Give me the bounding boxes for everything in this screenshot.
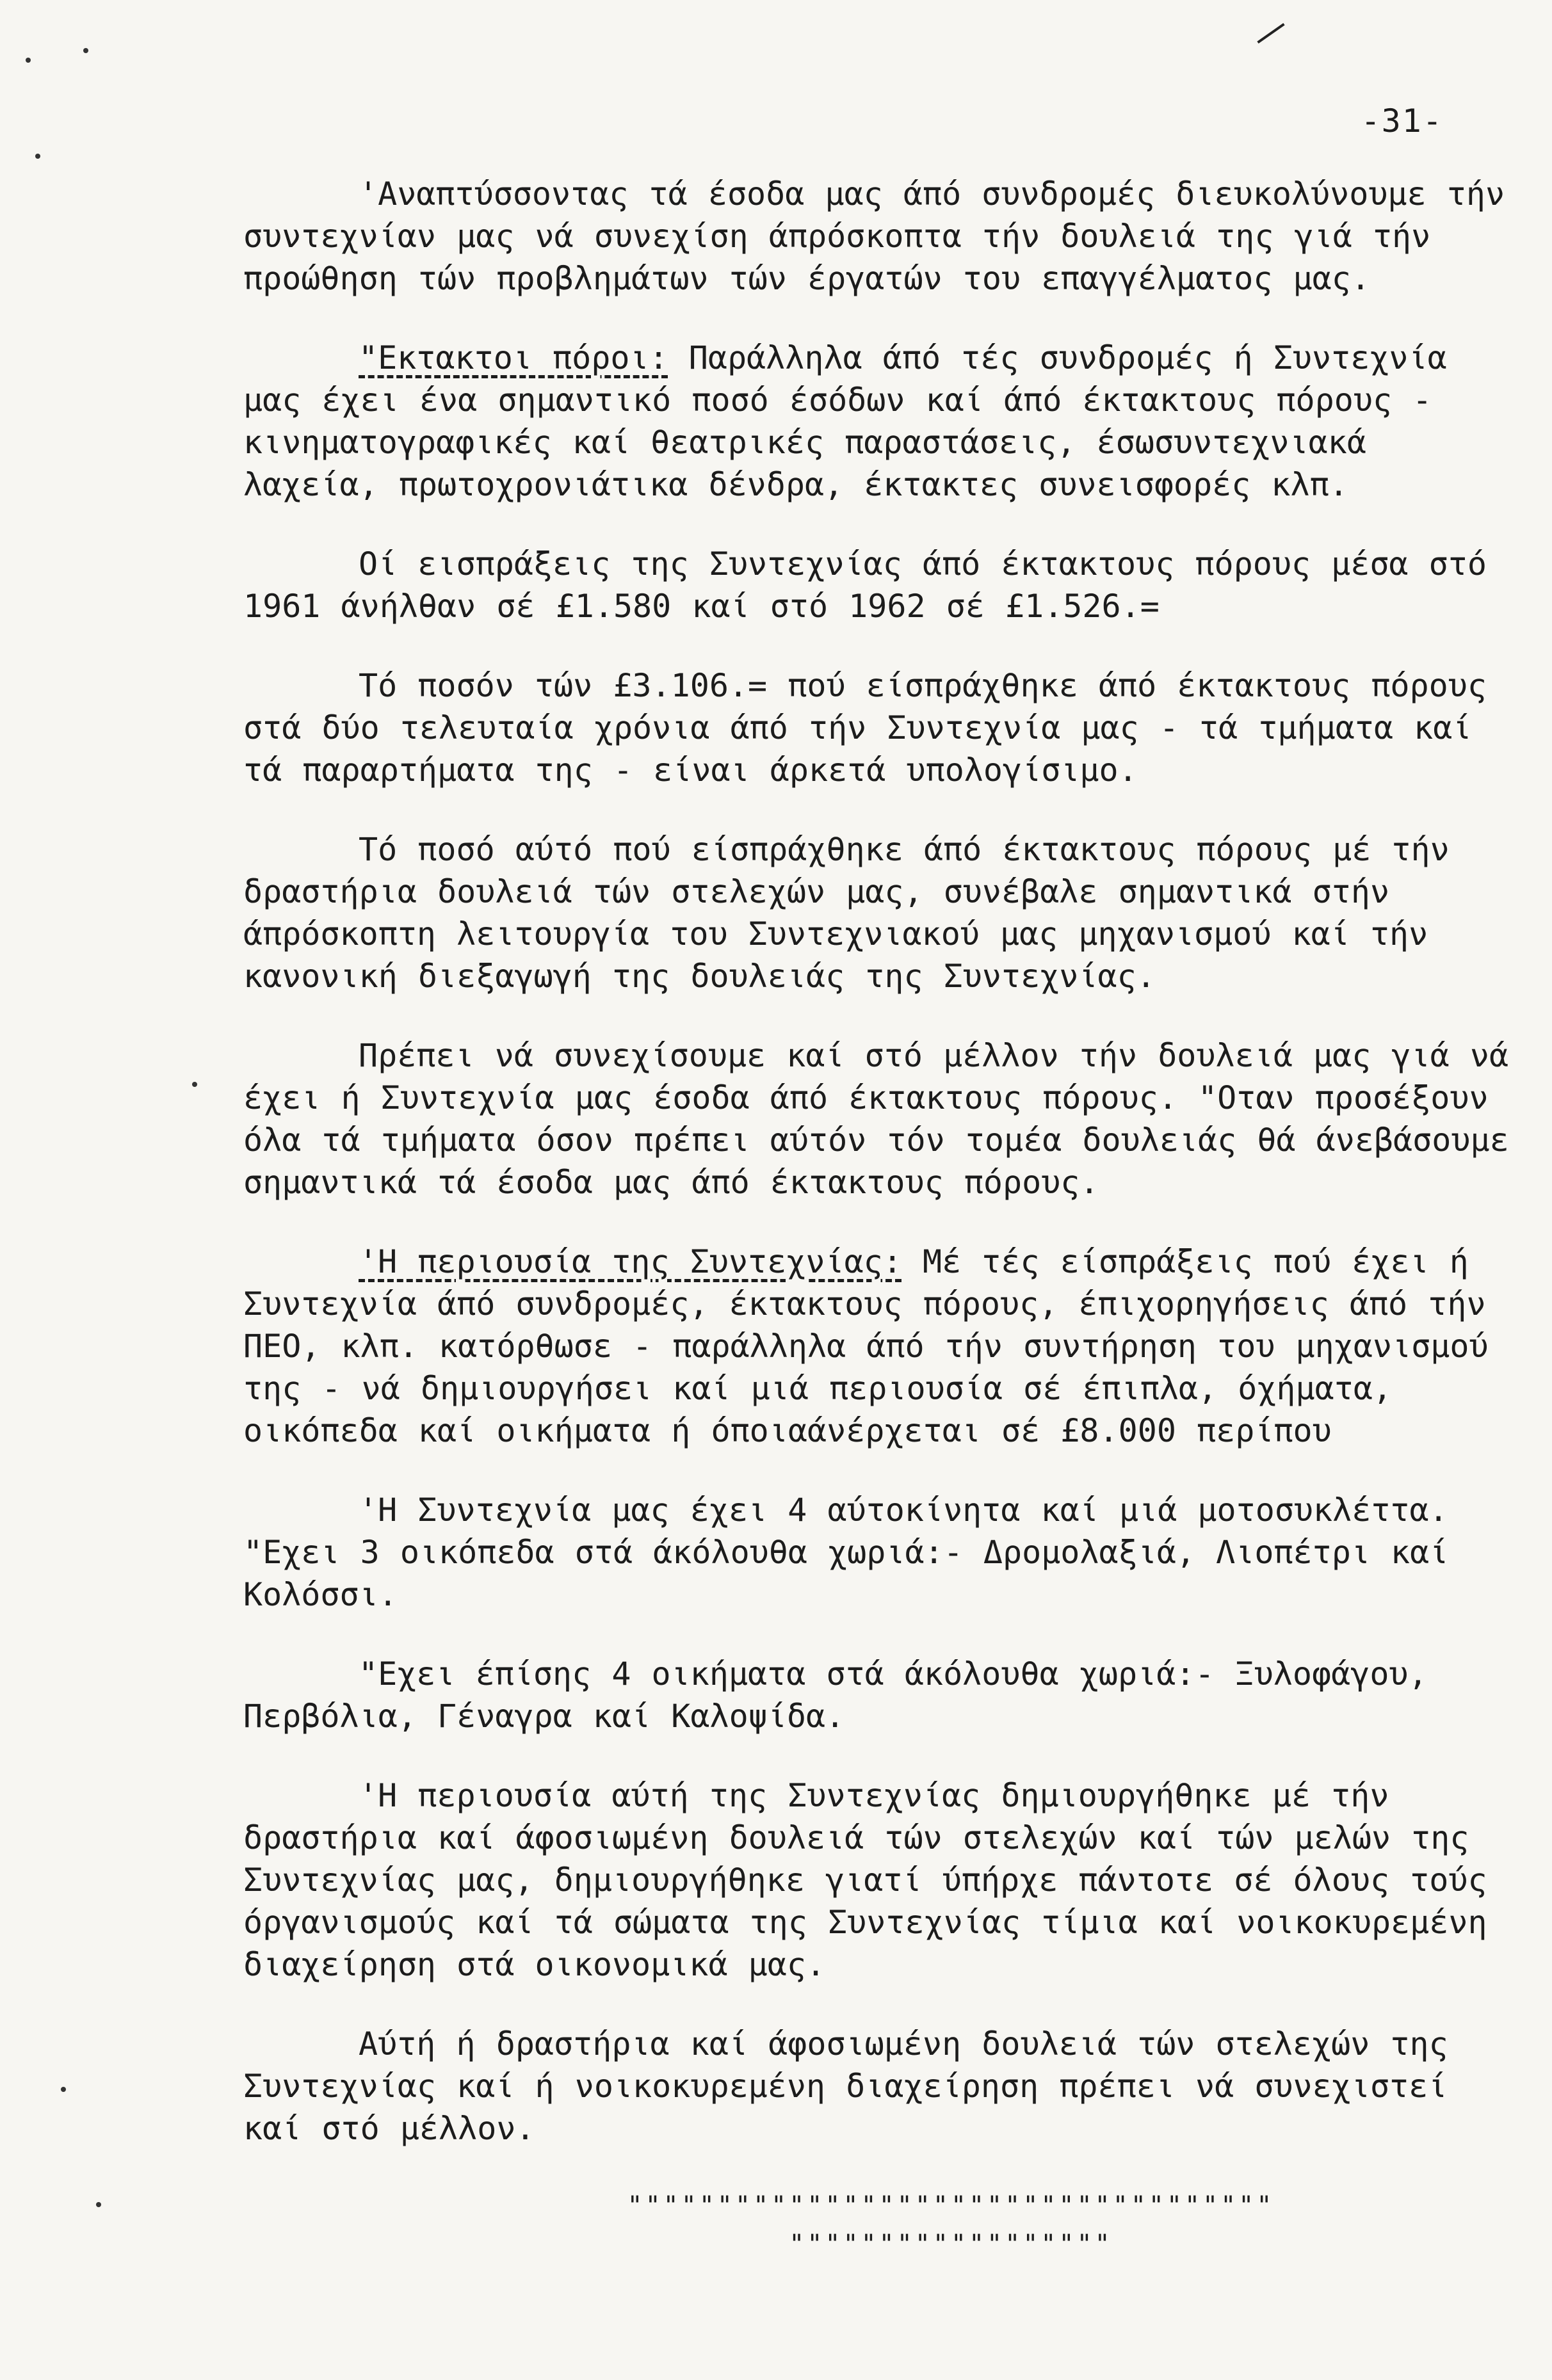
scan-speck <box>96 2202 101 2207</box>
paragraph-text: 'Η Συντεχνία μας έχει 4 αύτοκίνητα καί μιά μοτοσυκλέττα. "Εχει 3 οικόπεδα στά άκόλουθα χωριά:- Δρομολαξιά, Λιοπέτρι καί Κολόσσι. <box>243 1492 1449 1613</box>
document-body <box>243 173 1517 2263</box>
scan-speck <box>35 154 40 159</box>
paragraph-text: "Εχει έπίσης 4 οικήματα στά άκόλουθα χωριά:- Ξυλοφάγου, Περβόλια, Γέναγρα καί Καλοψίδα. <box>243 1655 1428 1735</box>
paragraph-text: Τό ποσόν τών £3.106.= πού είσπράχθηκε άπό έκτακτους πόρους στά δύο τελευταία χρόνια άπό τήν Συντεχνία μας - τά τμήματα καί τά παραρτήματα της - είναι άρκετά υπολογίσιμο. <box>243 667 1487 789</box>
paragraph <box>243 543 1517 627</box>
paragraph-text: Τό ποσό αύτό πού είσπράχθηκε άπό έκτακτους πόρους μέ τήν δραστήρια δουλειά τών στελεχών μας, συνέβαλε σημαντικά στήν άπρόσκοπτη λειτουργία του Συντεχνιακού μας μηχανισμού καί τήν κανονική διεξαγωγή της δουλειάς της Συντεχνίας. <box>243 831 1450 995</box>
paragraph-heading: "Εκτακτοι πόροι: <box>359 339 668 376</box>
paragraph <box>243 173 1517 300</box>
paragraph-text: Παράλληλα άπό τές συνδρομές ή Συντεχνία μας έχει ένα σημαντικό ποσό έσόδων καί άπό έκτακτους πόρους - κινηματογραφικές καί θεατρικές παραστάσεις, έσωσυντεχνιακά λαχεία, πρωτοχρονιάτικα δένδρα, έκτακτες συνεισφορές κλπ. <box>243 339 1447 503</box>
paragraph-text: Αύτή ή δραστήρια καί άφοσιωμένη δουλειά τών στελεχών της Συντεχνίας καί ή νοικοκυρεμένη διαχείρηση πρέπει νά συνεχιστεί καί στό μέλλον. <box>243 2025 1448 2147</box>
paragraph-text: Πρέπει νά συνεχίσουμε καί στό μέλλον τήν δουλειά μας γιά νά έχει ή Συντεχνία μας έσοδα άπό έκτακτους πόρους. "Οταν προσέξουν όλα τά τμήματα όσον πρέπει αύτόν τόν τομέα δουλειάς θά άνεβάσουμε σημαντικά τά έσοδα μας άπό έκτακτους πόρους. <box>243 1037 1509 1201</box>
page-number: -31- <box>1361 102 1443 140</box>
paragraph <box>243 337 1517 506</box>
paragraph-heading: 'Η περιουσία της Συντεχνίας: <box>359 1243 902 1280</box>
scan-speck <box>83 48 88 53</box>
paragraph <box>243 2023 1517 2150</box>
end-separator: """""""""""""""""" <box>789 2230 1113 2259</box>
pen-mark <box>1257 23 1284 44</box>
end-separator: """""""""""""""""""""""""""""""""""" <box>627 2191 1275 2221</box>
paragraph-text: 'Αναπτύσσοντας τά έσοδα μας άπό συνδρομές διευκολύνουμε τήν συντεχνίαν μας νά συνεχίση άπρόσκοπτα τήν δουλειά της γιά τήν προώθηση τών προβλημάτων τών έργατών του επαγγέλματος μας. <box>243 175 1505 297</box>
paragraph-text: Μέ τές είσπράξεις πού έχει ή Συντεχνία άπό συνδρομές, έκτακτους πόρους, έπιχορηγήσεις άπό τήν ΠΕΟ, κλπ. κατόρθωσε - παράλληλα άπό τήν συντήρηση του μηχανισμού της - νά δημιουργήσει καί μιά περιουσία σέ έπιπλα, όχήματα, οικόπεδα καί οικήματα ή όποιαάνέρχεται σέ £8.000 περίπου <box>243 1243 1489 1449</box>
paragraph <box>243 1653 1517 1737</box>
scan-speck <box>61 2087 66 2092</box>
paragraph <box>243 664 1517 791</box>
paragraph <box>243 828 1517 997</box>
paragraph <box>243 1241 1517 1452</box>
paragraph-text: Οί εισπράξεις της Συντεχνίας άπό έκτακτους πόρους μέσα στό 1961 άνήλθαν σέ £1.580 καί στό 1962 σέ £1.526.= <box>243 545 1487 625</box>
scan-speck <box>192 1082 197 1087</box>
scan-speck <box>26 58 31 63</box>
paragraph-text: 'Η περιουσία αύτή της Συντεχνίας δημιουργήθηκε μέ τήν δραστήρια καί άφοσιωμένη δουλειά τών στελεχών καί τών μελών της Συντεχνίας μας, δημιουργήθηκε γιατί ύπήρχε πάντοτε σέ όλους τούς όργανισμούς καί τά σώματα της Συντεχνίας τίμια καί νοικοκυρεμένη διαχείρηση στά οικονομικά μας. <box>243 1777 1487 1983</box>
paragraph <box>243 1774 1517 1986</box>
paragraph <box>243 1034 1517 1203</box>
paragraph <box>243 1489 1517 1616</box>
